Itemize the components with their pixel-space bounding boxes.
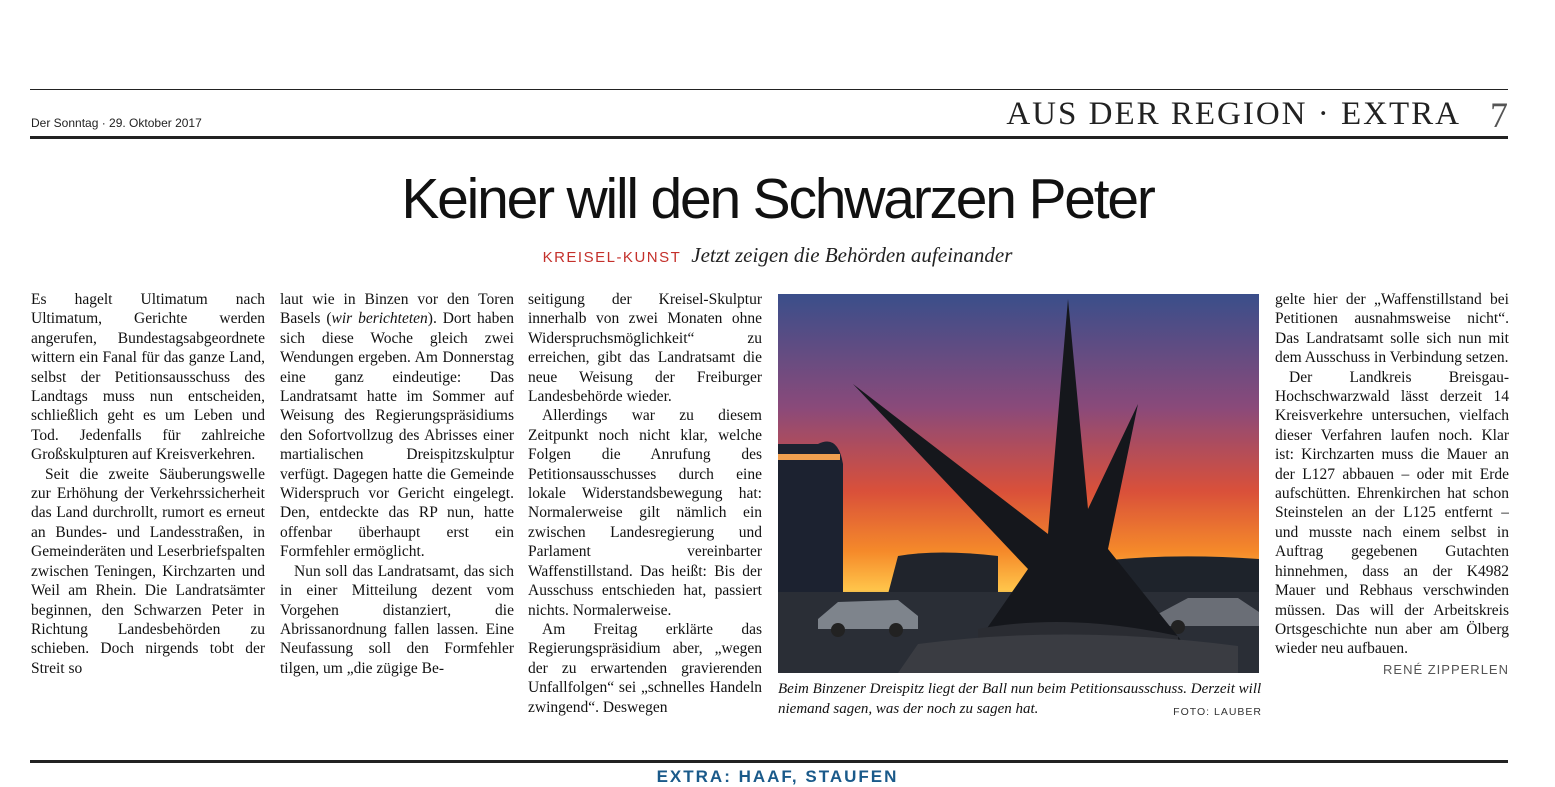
footer-rule — [30, 760, 1508, 763]
paragraph-8: gelte hier der „Waffenstillstand bei Petitionen ausnahmsweise nicht“. Das Landratsamt solle sich nun mit dem Ausschuss in Verbindung setzen. — [1275, 291, 1509, 367]
kicker-row — [0, 243, 1555, 268]
paragraph-3-italic: wir berichteten — [331, 310, 428, 328]
caption-text: Beim Binzener Dreispitz liegt der Ball nun beim Petitionsausschuss. Derzeit will niemand sagen, was der noch zu sagen hat. — [778, 681, 1262, 717]
subhead: Jetzt zeigen die Behörden aufeinander — [691, 243, 1013, 267]
headline: Keiner will den Schwarzen Peter — [401, 167, 1154, 231]
article-column-1 — [31, 290, 265, 720]
paragraph-4: Nun soll das Landratsamt, das sich in einer Mitteilung dezent vom Vorgehen distanziert, die Abrissanordnung fallen lassen. Eine Neufassung soll den Formfehler tilgen, um „die zügige Be- — [280, 562, 514, 677]
photo-credit: FOTO: LAUBER — [1173, 706, 1262, 718]
paragraph-3 — [280, 290, 514, 562]
paragraph-6: Allerdings war zu diesem Zeitpunkt noch nicht klar, welche Folgen die Anrufung des Petitionsausschusses durch eine lokale Widerstandsbewegung hat: Normalerweise gilt nämlich ein zwischen Landesregierung und Parlament vereinbarter Waffenstillstand. Das heißt: Bis der Ausschuss entschieden hat, passiert nichts. Normalerweise. — [528, 407, 762, 619]
top-rule — [30, 89, 1508, 90]
section-title: AUS DER REGION · EXTRA — [1006, 96, 1461, 132]
author-byline: RENÉ ZIPPERLEN — [1383, 661, 1509, 677]
article-column-2 — [280, 290, 514, 720]
paragraph-9 — [1275, 368, 1509, 677]
paragraph-3-text-a: laut wie in Binzen vor den Toren Basels ( — [280, 291, 514, 328]
photo-caption — [778, 679, 1262, 722]
header-rule — [30, 136, 1508, 139]
paragraph-7: Am Freitag erklärte das Regierungspräsidium aber, „wegen der zu erwartenden gravierenden Unfallfolgen“ sei „schnelles Handeln zwingend“. Deswegen — [528, 620, 762, 716]
paragraph-9-text: Der Landkreis Breisgau-Hochschwarzwald lässt derzeit 14 Kreisverkehre untersuchen, vielfach dieser Verfahren laufen noch. Klar ist: Kirchzarten muss die Mauer an der L127 abbauen – oder mit Erde aufschütten. Ehrenkirchen hat schon Steinstelen an der L125 entfernt – und musste nach einem selbst in Auftrag gegebenen Gutachten hinnehmen, dass an der K4982 Mauer und Rebhaus verschwinden müssen. Das will der Arbeitskreis Ortsgeschichte nun aber am Ölberg wieder neu aufbauen. — [1275, 368, 1509, 658]
sculpture-sunset-image — [778, 294, 1259, 673]
page-number: 7 — [1490, 95, 1508, 135]
article-column-3 — [528, 290, 762, 720]
kicker: KREISEL-KUNST — [542, 249, 682, 266]
paragraph-5: seitigung der Kreisel-Skulptur innerhalb von zwei Monaten ohne Widerspruchsmöglichkeit“ zu erreichen, gibt das Landratsamt die neue Weisung der Freiburger Landesbehörde wieder. — [528, 291, 762, 406]
sculpture-photo — [778, 294, 1259, 673]
dateline: Der Sonntag · 29. Oktober 2017 — [31, 116, 202, 130]
paragraph-1: Es hagelt Ultimatum nach Ultimatum, Gerichte werden angerufen, Bundestagsabgeordnete wittern ein Fanal für das ganze Land, selbst der Petitionsausschuss des Landtags muss nun entscheiden, schließlich geht es um Leben und Tod. Jedenfalls für zahlreiche Großskulpturen auf Kreisverkehren. — [31, 291, 265, 464]
paragraph-2: Seit die zweite Säuberungswelle zur Erhöhung der Verkehrssicherheit das Land durchrollt, rumort es erneut an Bundes- und Landesstraßen, in Gemeinderäten und Leserbriefspalten zwischen Teningen, Kirchzarten und Weil am Rhein. Die Landratsämter beginnen, den Schwarzen Peter in Richtung Landesbehörden zu schieben. Doch nirgends tobt der Streit so — [31, 465, 265, 677]
next-section-label: EXTRA: HAAF, STAUFEN — [656, 767, 899, 786]
article-column-4 — [1275, 290, 1509, 720]
paragraph-3-text-b: ). Dort haben sich diese Woche gleich zwei Wendungen ergeben. Am Donnerstag eine ganz eindeutige: Das Landratsamt hatte im Sommer auf Weisung des Regierungspräsidiums den Sofortvollzug des Abrisses einer martialischen Dreispitzskulptur verfügt. Dagegen hatte die Gemeinde Widerspruch vor Gericht eingelegt. Den, entdeckte das RP nun, hatte offenbar überhaupt erst ein Formfehler ermöglicht. — [280, 310, 514, 561]
